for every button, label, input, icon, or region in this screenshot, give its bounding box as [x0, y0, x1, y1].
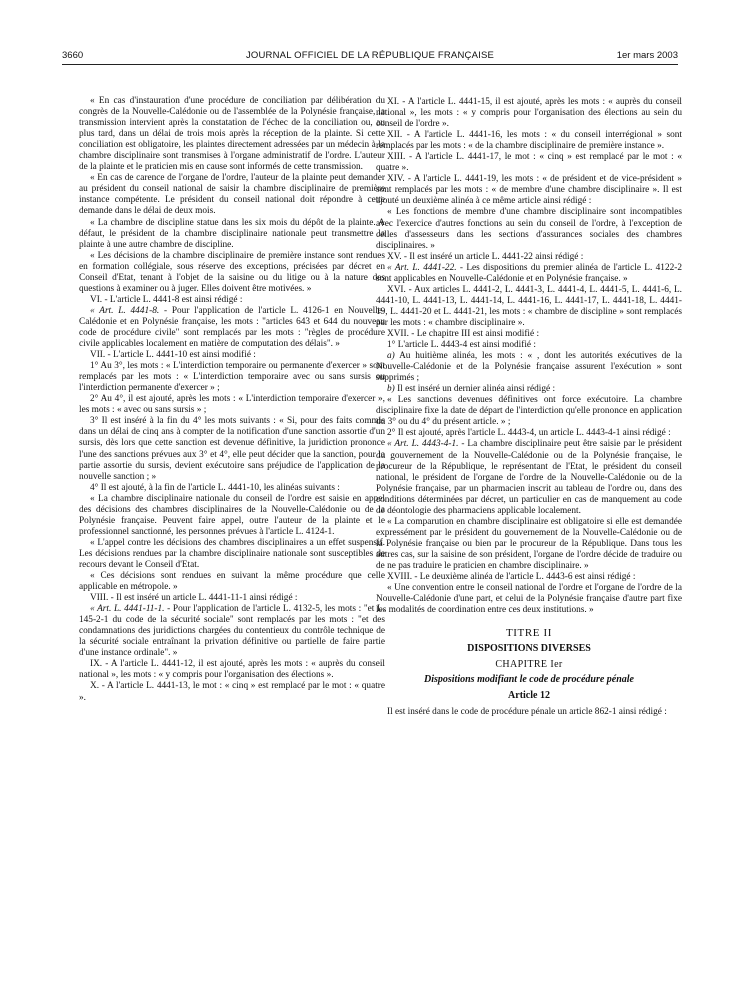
paragraph: [376, 351, 682, 384]
paragraph: « Les décisions de la chambre disciplinaire de première instance sont rendues en formation collégiale, sous réserve des exceptions, précisées par décret en Conseil d'Etat, tenant à l'objet de la saisine ou du litige ou à la nature des questions à examiner ou à juger. Elles doivent être motivées. »: [79, 250, 385, 294]
paragraph: VI. - L'article L. 4441-8 est ainsi rédigé :: [90, 294, 243, 305]
publication-date: 1er mars 2003: [616, 50, 678, 61]
paragraph: IX. - A l'article L. 4441-12, il est ajouté, après les mots : « auprès du conseil national », les mots : « y compris pour l'organisation des élections ».: [79, 659, 385, 681]
article-reference: « Art. L. 4441-8.: [90, 305, 160, 316]
paragraph-text: - Les dispositions du premier alinéa de l'article L. 4122-2 sont applicables en Nouvelle-Calédonie et en Polynésie française. »: [376, 262, 682, 284]
paragraph: « La chambre disciplinaire nationale du conseil de l'ordre est saisie en appel des décisions des chambres disciplinaires de la Nouvelle-Calédonie ou de la Polynésie française. Peuvent faire appel, outre l'auteur de la plainte et le professionnel sanctionné, les personnes prévues à l'article L. 4124-1.: [79, 493, 385, 537]
paragraph: Il est inséré dans le code de procédure pénale un article 862-1 ainsi rédigé :: [387, 707, 667, 718]
paragraph: XV. - Il est inséré un article L. 4441-22 ainsi rédigé :: [387, 251, 584, 262]
paragraph: « La comparution en chambre disciplinaire est obligatoire si elle est demandée expressément par le président du gouvernement de la Nouvelle-Calédonie ou de la Polynésie française ou bien par le procureur de la République. Dans tous les autres cas, sur la saisine de son président, l'organe de l'ordre décide de traduire ou de ne pas traduire le praticien en chambre disciplinaire. »: [376, 516, 682, 571]
paragraph: X. - A l'article L. 4441-13, le mot : « cinq » est remplacé par le mot : « quatre ».: [79, 681, 385, 703]
paragraph: [376, 263, 682, 285]
article-heading: Article 12: [508, 690, 550, 702]
paragraph: VII. - L'article L. 4441-10 est ainsi modifié :: [90, 350, 256, 361]
paragraph: VIII. - Il est inséré un article L. 4441-11-1 ainsi rédigé :: [90, 593, 298, 604]
paragraph: 3° Il est inséré à la fin du 4° les mots suivants : « Si, pour des faits commis dans un délai de cinq ans à compter de la notification d'une sanction assortie d'un sursis, dès lors que cette sanction est devenue définitive, la juridiction prononce l'une des sanctions prévues aux 3° et 4°, elle peut décider que la sanction, pour la partie assortie du sursis, devient exécutoire sans préjudice de l'application de la nouvelle sanction ; »: [79, 416, 385, 482]
paragraph: « Ces décisions sont rendues en suivant la même procédure que celle applicable en métropole. »: [79, 571, 385, 593]
chapter-heading: CHAPITRE Ier: [495, 659, 563, 671]
paragraph: XIII. - A l'article L. 4441-17, le mot : « cinq » est remplacé par le mot : « quatre ».: [376, 152, 682, 174]
article-reference: « Art. L. 4441-22.: [387, 262, 457, 273]
paragraph: [79, 306, 385, 350]
journal-title: JOURNAL OFFICIEL DE LA RÉPUBLIQUE FRANÇAISE: [245, 50, 495, 61]
paragraph: [376, 384, 682, 395]
paragraph: « En cas d'instauration d'une procédure de conciliation par délibération du congrès de la Nouvelle-Calédonie ou de l'assemblée de la Polynésie française, la transmission intervient après la constatation de l'échec de la conciliation ou, au plus tard, dans un délai de trois mois après la réception de la plainte. Si cette conciliation est obligatoire, les plaintes directement adressées par un médecin à la chambre disciplinaire sont transmises à l'organe administratif de l'ordre. L'auteur de la plainte et le praticien mis en cause sont informés de cette transmission.: [79, 96, 385, 173]
paragraph: « La chambre de discipline statue dans les six mois du dépôt de la plainte. A défaut, le président de la chambre disciplinaire nationale peut transmettre la plainte à une autre chambre de discipline.: [79, 217, 385, 250]
paragraph: XIV. - A l'article L. 4441-19, les mots : « de président et de vice-président » sont remplacés par les mots : « de membre d'une chambre disciplinaire ». Il est ajouté un deuxième alinéa à ce même article ainsi rédigé :: [376, 174, 682, 207]
paragraph: 2° Il est ajouté, après l'article L. 4443-4, un article L. 4443-4-1 ainsi rédigé :: [387, 428, 671, 439]
paragraph-text: Il est inséré un dernier alinéa ainsi rédigé :: [394, 384, 556, 395]
paragraph: [376, 439, 682, 516]
paragraph: « Les sanctions devenues définitives ont force exécutoire. La chambre disciplinaire fixe la date de départ de l'interdiction qu'elle prononce en application du 3° ou du 4° du présent article. » ;: [376, 395, 682, 428]
paragraph: « Les fonctions de membre d'une chambre disciplinaire sont incompatibles avec l'exercice d'autres fonctions au sein du conseil de l'ordre, à l'exception de celles d'assesseurs dans les sections d'assurances sociales des chambres disciplinaires. »: [376, 207, 682, 251]
paragraph: XVI. - Aux articles L. 4441-2, L. 4441-3, L. 4441-4, L. 4441-5, L. 4441-6, L. 4441-10, L. 4441-13, L. 4441-14, L. 4441-16, L. 4441-17, L. 4441-18, L. 4441-19, L. 4441-20 et L. 4441-21, les mots : « chambre de discipline » sont remplacés par les mots : « chambre disciplinaire ».: [376, 284, 682, 328]
paragraph: « Une convention entre le conseil national de l'ordre et l'organe de l'ordre de la Nouvelle-Calédonie d'une part, et celui de la Polynésie française d'autre part fixe les modalités de coordination entre ces deux institutions. »: [376, 583, 682, 616]
dispositions-heading: DISPOSITIONS DIVERSES: [467, 643, 591, 655]
paragraph: 2° Au 4°, il est ajouté, après les mots : « L'interdiction temporaire d'exercer », les mots : « avec ou sans sursis » ;: [79, 394, 385, 416]
paragraph: « L'appel contre les décisions des chambres disciplinaires a un effet suspensif. Les décisions rendues par la chambre disciplinaire nationale sont susceptibles de recours devant le Conseil d'Etat.: [79, 537, 385, 570]
paragraph: 1° L'article L. 4443-4 est ainsi modifié :: [387, 340, 536, 351]
paragraph-text: - Pour l'application de l'article L. 4126-1 en Nouvelle-Calédonie et en Polynésie française, les mots : "articles 643 et 644 du nouveau code de procédure civile" sont remplacés par les mots : "règles de procédure civile applicables localement en matière de computation des délais". »: [79, 305, 385, 350]
page-header: [62, 50, 678, 65]
paragraph: 1° Au 3°, les mots : « L'interdiction temporaire ou permanente d'exercer » sont remplacés par les mots : « L'interdiction temporaire avec ou sans sursis ou l'interdiction permanente d'exercer » ;: [79, 361, 385, 394]
left-column: [79, 96, 385, 704]
page-number: 3660: [62, 50, 84, 61]
list-letter: b): [387, 384, 395, 395]
paragraph: [79, 604, 385, 659]
paragraph: 4° Il est ajouté, à la fin de l'article L. 4441-10, les alinéas suivants :: [90, 482, 340, 493]
paragraph: XVII. - Le chapitre III est ainsi modifié :: [387, 328, 540, 339]
article-reference: « Art. L. 4441-11-1.: [90, 604, 165, 615]
section-heading: Dispositions modifiant le code de procédure pénale: [424, 674, 634, 686]
title-heading: TITRE II: [505, 627, 553, 640]
list-letter: a): [387, 351, 395, 362]
paragraph-text: Au huitième alinéa, les mots : « , dont les autorités exécutives de la Nouvelle-Calédonie et de la Polynésie française assurent l'exécution » sont supprimés ;: [376, 351, 682, 384]
paragraph: XVIII. - Le deuxième alinéa de l'article L. 4443-6 est ainsi rédigé :: [387, 572, 636, 583]
right-column: [376, 97, 682, 718]
paragraph: « En cas de carence de l'organe de l'ordre, l'auteur de la plainte peut demander au président du conseil national de saisir la chambre disciplinaire de première instance compétente. Le président du conseil national doit répondre à cette demande dans le délai de deux mois.: [79, 173, 385, 217]
paragraph: XI. - A l'article L. 4441-15, il est ajouté, après les mots : « auprès du conseil national », les mots : « y compris pour l'organisation des élections au sein du conseil de l'ordre ».: [376, 97, 682, 130]
article-reference: « Art. L. 4443-4-1.: [387, 439, 459, 450]
paragraph-text: - La chambre disciplinaire peut être saisie par le président du gouvernement de la Nouvelle-Calédonie ou de la Polynésie française, le procureur de la République, le représentant de l'Etat, le président du conseil national, le président de l'organe de l'ordre de la Nouvelle-Calédonie ou de la Polynésie française, par un pharmacien inscrit au tableau de l'ordre ou, dans des conditions déterminées par décret, un particulier en cas de manquement au code de déontologie des pharmaciens applicable localement.: [376, 439, 683, 516]
paragraph: XII. - A l'article L. 4441-16, les mots : « du conseil interrégional » sont remplacés par les mots : « de la chambre disciplinaire de première instance ».: [376, 130, 682, 152]
paragraph-text: - Pour l'application de l'article L. 4132-5, les mots : "et L. 145-2-1 du code de la sécurité sociale" sont remplacés par les mots : "et des condamnations des juridictions chargées du contentieux du contrôle technique de la sécurité sociale entraînant la privation définitive ou partielle de faire partie d'une instance ordinale". »: [79, 604, 385, 659]
